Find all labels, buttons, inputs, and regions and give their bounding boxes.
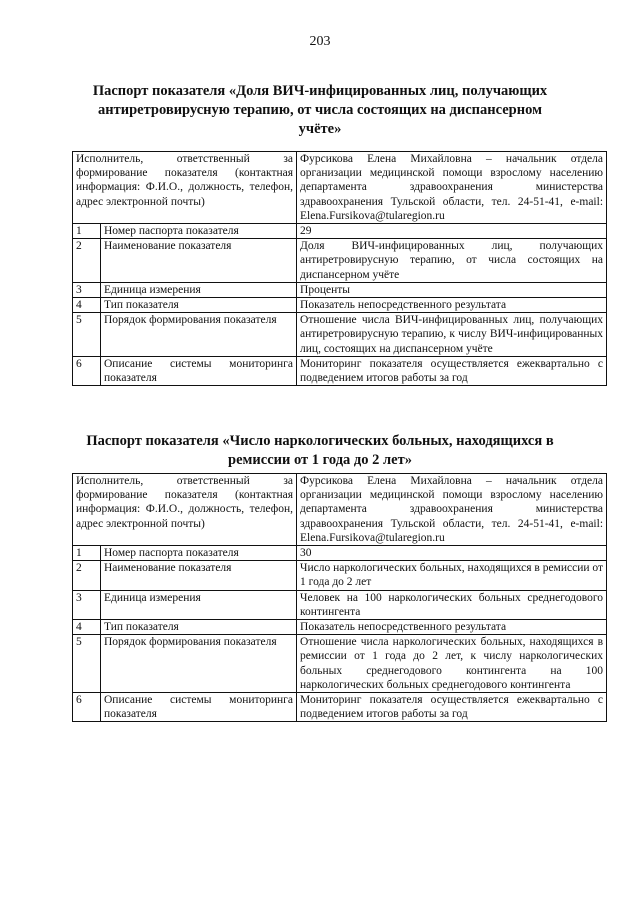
row-label: Наименование показателя xyxy=(101,239,297,283)
row-label: Наименование показателя xyxy=(101,561,297,590)
row-value: Мониторинг показателя осуществляется ежеквартально с подведением итогов работы за год xyxy=(297,693,607,722)
table-row xyxy=(73,635,607,693)
row-value: Показатель непосредственного результата xyxy=(297,298,607,313)
table-row xyxy=(73,298,607,313)
row-label: Единица измерения xyxy=(101,590,297,619)
row-label: Порядок формирования показателя xyxy=(101,635,297,693)
table-row xyxy=(73,620,607,635)
passport-title: Паспорт показателя «Доля ВИЧ-инфицированных лиц, получающих антиретровирусную терапию, от числа состоящих на диспансерном учёте» xyxy=(92,83,548,137)
row-value: Проценты xyxy=(297,282,607,297)
row-value: 30 xyxy=(297,546,607,561)
row-value: Мониторинг показателя осуществляется ежеквартально с подведением итогов работы за год xyxy=(297,356,607,385)
row-number: 1 xyxy=(73,224,101,239)
row-number: 2 xyxy=(73,561,101,590)
table-row xyxy=(73,590,607,619)
table-row xyxy=(73,546,607,561)
row-label: Описание системы мониторинга показателя xyxy=(101,693,297,722)
row-label: Единица измерения xyxy=(101,282,297,297)
executor-label: Исполнитель, ответственный за формирование показателя (контактная информация: Ф.И.О., должность, телефон, адрес электронной почты) xyxy=(73,474,297,546)
table-row xyxy=(73,356,607,385)
row-label: Номер паспорта показателя xyxy=(101,546,297,561)
row-number: 5 xyxy=(73,313,101,357)
row-number: 2 xyxy=(73,239,101,283)
row-number: 6 xyxy=(73,693,101,722)
row-number: 6 xyxy=(73,356,101,385)
row-value: Отношение числа наркологических больных, находящихся в ремиссии от 1 года до 2 лет, к числу наркологических больных среднегодового контингента на 100 наркологических больных среднегодового контингента xyxy=(297,635,607,693)
row-number: 3 xyxy=(73,282,101,297)
row-label: Номер паспорта показателя xyxy=(101,224,297,239)
row-number: 3 xyxy=(73,590,101,619)
table-row xyxy=(73,561,607,590)
executor-value: Фурсикова Елена Михайловна – начальник отдела организации медицинской помощи взрослому населению департамента здравоохранения министерства здравоохранения Тульской области, тел. 24-51-41, e-mail: Elena.Fursikova@tularegion.ru xyxy=(297,152,607,224)
row-value: Показатель непосредственного результата xyxy=(297,620,607,635)
row-value: 29 xyxy=(297,224,607,239)
passport-title: Паспорт показателя «Число наркологических больных, находящихся в ремиссии от 1 года до 2 лет» xyxy=(86,433,554,468)
row-number: 5 xyxy=(73,635,101,693)
row-label: Тип показателя xyxy=(101,620,297,635)
row-value: Число наркологических больных, находящихся в ремиссии от 1 года до 2 лет xyxy=(297,561,607,590)
executor-value: Фурсикова Елена Михайловна – начальник отдела организации медицинской помощи взрослому населению департамента здравоохранения министерства здравоохранения Тульской области, тел. 24-51-41, e-mail: Elena.Fursikova@tularegion.ru xyxy=(297,474,607,546)
row-value: Доля ВИЧ-инфицированных лиц, получающих антиретровирусную терапию, от числа состоящих на диспансерном учёте xyxy=(297,239,607,283)
executor-label: Исполнитель, ответственный за формирование показателя (контактная информация: Ф.И.О., должность, телефон, адрес электронной почты) xyxy=(73,152,297,224)
table-row xyxy=(73,239,607,283)
table-row xyxy=(73,313,607,357)
row-label: Тип показателя xyxy=(101,298,297,313)
row-number: 4 xyxy=(73,298,101,313)
table-row xyxy=(73,693,607,722)
row-label: Порядок формирования показателя xyxy=(101,313,297,357)
table-row xyxy=(73,224,607,239)
table-row xyxy=(73,282,607,297)
row-number: 1 xyxy=(73,546,101,561)
page-number: 203 xyxy=(309,34,331,49)
row-value: Человек на 100 наркологических больных среднегодового контингента xyxy=(297,590,607,619)
row-label: Описание системы мониторинга показателя xyxy=(101,356,297,385)
row-number: 4 xyxy=(73,620,101,635)
passport-table xyxy=(72,151,607,386)
row-value: Отношение числа ВИЧ-инфицированных лиц, получающих антиретровирусную терапию, к числу ВИЧ-инфицированных лиц, состоящих на диспансерном учёте xyxy=(297,313,607,357)
table-row xyxy=(73,474,607,546)
table-row xyxy=(73,152,607,224)
passport-table xyxy=(72,473,607,722)
